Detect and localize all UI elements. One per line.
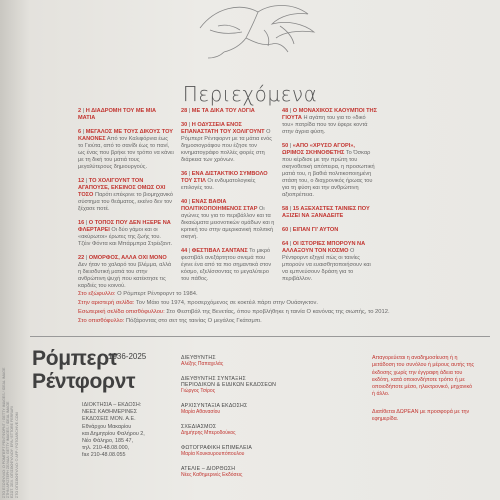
staff-person: Γιώργος Τσίρος <box>181 388 216 394</box>
entry-description: Το μικρό φεστιβάλ ανεξάρτητου σινεμά που έγινε ένα από τα πιο σημαντικά στον κόσμο, εξελίσσοντας το μεγαλύτερο του πάθος. <box>181 248 272 282</box>
masthead-staff <box>181 355 281 487</box>
entry-title: ΕΙΠΑΝ ΓΙ' ΑΥΤΟΝ <box>292 227 339 233</box>
publisher-line: ΕΚΔΟΣΕΙΣ ΜΟΝ. Α.Ε. <box>82 416 136 423</box>
entry-page-number: 28 <box>181 108 188 114</box>
staff-person: Δημήτρης Μπεροδούκος <box>181 430 236 436</box>
entry-page-number: 48 <box>282 108 289 114</box>
entry-page-number: 36 <box>181 171 188 177</box>
spine-credits <box>2 328 19 498</box>
publisher-line: και Δημητρίου Φαλήρου 2, <box>82 430 145 437</box>
entry-page-number: 22 <box>78 255 85 261</box>
pegasus-emblem-icon <box>180 0 330 62</box>
entry-title: Η ΟΔΥΣΣΕΙΑ ΕΝΟΣ ΕΠΑΝΑΣΤΑΤΗ ΤΟΥ ΧΟΛΙΓΟΥΝΤ <box>181 122 265 135</box>
staff-person: Μαρία Κουκουρουπόπουλου <box>181 451 245 457</box>
contents-entry: 22 | ΟΜΟΡΦΟΣ, ΑΛΛΑ ΟΧΙ ΜΟΝΟ Δεν ήταν το χαλαρό του βλέμμα, αλλά η διεισδυτική ματιά του στην ανθρώπινη ψυχή που κατέκτησε τις καρδιές του κοινού. <box>78 255 172 289</box>
credit-line <box>78 299 478 308</box>
spine-line: ΣΤΗΝ ΑΡΙΣΤΕΡΗ ΣΕΛΙΔΑ: GETTY IMAGES / IDEAL IMAGE <box>6 401 11 498</box>
contents-entry: 16 | Ο ΤΟΠΟΣ ΠΟΥ ΔΕΝ ΗΞΕΡΕ ΝΑ ΦΛΕΡΤΑΡΕΙ Οι δύο γάμοι και οι «ακύρωτοι» έρωτες της ζωής του. Τζέιν Φόντα και Μπάρμπρα Στρέιζαντ. <box>78 220 173 247</box>
entry-title: Ο ΤΟΠΟΣ ΠΟΥ ΔΕΝ ΗΞΕΡΕ ΝΑ ΦΛΕΡΤΑΡΕΙ <box>78 220 171 233</box>
free-distribution-note: Διατίθεται ΔΩΡΕΑΝ με προσφορά με την εφημερίδα. <box>372 408 470 423</box>
credit-label: Στο εξώφυλλο: <box>78 291 116 297</box>
staff-person: Μαρία Αθανασίου <box>181 409 221 415</box>
staff-person: Νέες Καθημερινές Εκδόσεις <box>181 472 243 478</box>
staff-role: ΑΤΕΛΙΕ – ΔΙΟΡΘΩΣΗ <box>181 466 236 472</box>
entry-title: 15 ΑΞΕΧΑΣΤΕΣ ΤΑΙΝΙΕΣ ΠΟΥ ΑΞΙΖΕΙ ΝΑ ΞΑΝΑΔΕΙΤΕ <box>282 206 370 219</box>
credit-label: Στο οπισθόφυλλο: <box>78 318 125 324</box>
credit-text: Ο Ρόμπερτ Ρέντφορντ το 1984. <box>117 291 198 297</box>
publisher-line: fax 210-48.08.055 <box>82 452 126 459</box>
credit-line <box>78 317 478 326</box>
contents-entry: 30 | Η ΟΔΥΣΣΕΙΑ ΕΝΟΣ ΕΠΑΝΑΣΤΑΤΗ ΤΟΥ ΧΟΛΙΓΟΥΝΤ Ο Ρόμπερτ Ρέντφορντ με τα μάτια ενός δημοσιογράφου που έζησε τον κινηματογράφο πολλές φορές στη διάρκεια των χρόνων. <box>181 122 272 163</box>
entry-page-number: 6 <box>78 129 82 135</box>
contents-entry: 48 | Ο ΜΟΝΑΧΙΚΟΣ ΚΑΟΥΜΠΟΙ ΤΗΣ ΓΙΟΥΤΑ Η αγάπη του για το «δικό του» πατρίδα που τον έφερε κοντά στην άγρια φύση. <box>282 108 377 135</box>
staff-role: ΔΙΕΥΘΥΝΤΗΣ <box>181 355 216 361</box>
entry-title: Η ΔΙΑΔΡΟΜΗ ΤΟΥ ΜΕ ΜΙΑ ΜΑΤΙΑ <box>78 108 157 121</box>
entry-description: Οι αγώνες του για το περιβάλλον και τα δικαιώματα μειονοτικών ομάδων και η κριτική του στην αμερικανική πολιτική σκηνή. <box>181 206 275 240</box>
publisher-info <box>82 402 182 460</box>
staff-role: ΦΩΤΟΓΡΑΦΙΚΗ ΕΠΙΜΕΛΕΙΑ <box>181 445 253 451</box>
contents-entry: 60 | ΕΙΠΑΝ ΓΙ' ΑΥΤΟΝ <box>282 227 339 233</box>
subject-years: 1936-2025 <box>108 352 147 361</box>
photo-credits <box>78 290 478 326</box>
entry-page-number: 58 <box>282 206 289 212</box>
staff-role: ΑΡΧΙΣΥΝΤΑΞΙΑ ΕΚΔΟΣΗΣ <box>181 403 248 409</box>
entry-page-number: 30 <box>181 122 188 128</box>
entry-description: Από τον Καλιφόρνια έως το Γιούτα, από το σανίδι έως το πανί, ως ένας που βρήκε τον τρόπο να κάνει με τη δική του ματιά τους μεγαλύτερους δημιουργούς. <box>78 136 174 170</box>
entry-title: ΜΕ ΤΑ ΔΙΚΑ ΤΟΥ ΛΟΓΙΑ <box>191 108 255 114</box>
copyright-text: Απαγορεύεται η αναδημοσίευση ή η μετάδοση του συνόλου ή μέρους αυτής της έκδοσης χωρίς την έγγραφη άδεια του εκδότη, κατά οποιονδήποτε τρόπο ή με οποιοδήποτε μέσο, ηλεκτρονικό, μηχανικό ή άλλο. <box>372 355 475 398</box>
entry-page-number: 44 <box>181 248 188 254</box>
entry-title: ΦΕΣΤΙΒΑΛ ΣΑΝΤΑΝΣ <box>191 248 248 254</box>
contents-entry: 50 | «ΑΠΟ «ΧΡΥΣΟ ΑΓΟΡΙ», ΩΡΙΜΟΣ ΣΚΗΝΟΘΕΤΗΣ Το Όσκαρ που κέρδισε με την πρώτη του σκηνοθετική απόπειρα, η προσωπική ματιά του, η βαθιά πολιτικοποιημένη στάση του, ο διαχρονικός ήρωας του για τη φύση και την ανθρώπινη αξιοπρέπεια. <box>282 143 375 198</box>
subject-name: Ρόμπερτ Ρέντφορντ <box>32 347 136 393</box>
contents-entry: 12 | ΤΟ ΧΟΛΙΓΟΥΝΤ ΤΟΝ ΑΓΑΠΟΥΣΕ, ΕΚΕΙΝΟΣ ΟΜΩΣ ΟΧΙ ΤΟΣΟ Παρότι επέκρινε το βιομηχανικό σύστημα του θεάματος, εκείνο δεν τον ξέχασε ποτέ. <box>78 178 173 212</box>
entry-title: ΟΙ ΙΣΤΟΡΙΕΣ ΜΠΟΡΟΥΝ ΝΑ ΑΛΛΑΞΟΥΝ ΤΟΝ ΚΟΣΜΟ <box>282 241 366 254</box>
publisher-title: ΙΔΙΟΚΤΗΣΙΑ – ΕΚΔΟΣΗ: <box>82 402 142 408</box>
entry-title: Ο ΜΟΝΑΧΙΚΟΣ ΚΑΟΥΜΠΟΙ ΤΗΣ ΓΙΟΥΤΑ <box>282 108 377 121</box>
copyright-note <box>372 355 476 423</box>
divider <box>30 336 490 337</box>
spine-line: ΣΤΟ ΟΠΙΣΘΟΦΥΛΛΟ: © AFP / FOTOARCHIVE.COM <box>14 412 19 498</box>
page-title: Περιεχόμενα <box>182 82 318 106</box>
entry-title: ΕΝΑ ΔΙΣΤΑΚΤΙΚΟ ΣΥΜΒΟΛΟ ΤΟΥ ΣΤΙΛ <box>181 171 268 184</box>
contents-entry: 64 | ΟΙ ΙΣΤΟΡΙΕΣ ΜΠΟΡΟΥΝ ΝΑ ΑΛΛΑΞΟΥΝ ΤΟΝ ΚΟΣΜΟ Ο Ρέντφορντ εξηγεί πώς οι ταινίες μπορούν να ευαισθητοποιήσουν και να εμπνεύσουν δράση για το περιβάλλον. <box>282 241 371 282</box>
entry-title: ΤΟ ΧΟΛΙΓΟΥΝΤ ΤΟΝ ΑΓΑΠΟΥΣΕ, ΕΚΕΙΝΟΣ ΟΜΩΣ ΟΧΙ ΤΟΣΟ <box>78 178 166 198</box>
contents-entry: 36 | ΕΝΑ ΔΙΣΤΑΚΤΙΚΟ ΣΥΜΒΟΛΟ ΤΟΥ ΣΤΙΛ Οι ενδυματολογικές επιλογές του. <box>181 171 268 191</box>
staff-person: Αλέξης Παπαχελάς <box>181 361 224 367</box>
publisher-line: ΝΕΕΣ ΚΑΘΗΜΕΡΙΝΕΣ <box>82 409 138 416</box>
credit-text: Στο Φεστιβάλ της Βενετίας, όπου προβλήθηκε η ταινία Ο κανόνας της σιωπής, το 2012. <box>166 309 390 315</box>
entry-page-number: 40 <box>181 199 188 205</box>
spine-line: ΕΣΩΤ. ΣΕΛ. ΟΠΙΣΘΟΦΥΛΛΟΥ: EPA / ETTORE FERRARI <box>10 406 15 498</box>
publisher-line: Εθνάρχου Μακαρίου <box>82 423 132 430</box>
entry-description: Το Όσκαρ που κέρδισε με την πρώτη του σκηνοθετική απόπειρα, η προσωπική ματιά του, η βαθιά πολιτικοποιημένη στάση του, ο διαχρονικός ήρωας του για τη φύση και την ανθρώπινη αξιοπρέπεια. <box>282 150 375 198</box>
credit-line <box>78 308 478 317</box>
entry-description: Η αγάπη του για το «δικό του» πατρίδα που τον έφερε κοντά στην άγρια φύση. <box>282 115 368 135</box>
contents-column-1 <box>78 108 174 297</box>
entry-description: Δεν ήταν το χαλαρό του βλέμμα, αλλά η διεισδυτική ματιά του στην ανθρώπινη ψυχή που κατέκτησε τις καρδιές του κοινού. <box>78 262 172 289</box>
staff-role: ΔΙΕΥΘΥΝΤΗΣ ΣΥΝΤΑΞΗΣ ΠΕΡΙΟΔΙΚΩΝ & ΕΙΔΙΚΩΝ ΕΚΔΟΣΕΩΝ <box>181 376 277 388</box>
entry-description: Ο Ρόμπερτ Ρέντφορντ με τα μάτια ενός δημοσιογράφου που έζησε τον κινηματογράφο πολλές φορές στη διάρκεια των χρόνων. <box>181 129 272 163</box>
entry-title: «ΑΠΟ «ΧΡΥΣΟ ΑΓΟΡΙ», ΩΡΙΜΟΣ ΣΚΗΝΟΘΕΤΗΣ <box>282 143 355 156</box>
publisher-lines <box>82 409 182 459</box>
contents-entry: 2 | Η ΔΙΑΔΡΟΜΗ ΤΟΥ ΜΕ ΜΙΑ ΜΑΤΙΑ <box>78 108 157 121</box>
staff-role: ΣΧΕΔΙΑΣΜΟΣ <box>181 424 217 430</box>
entry-description: Ο Ρέντφορντ εξηγεί πώς οι ταινίες μπορούν να ευαισθητοποιήσουν και να εμπνεύσουν δράση για το περιβάλλον. <box>282 248 371 282</box>
contents-column-2 <box>181 108 277 290</box>
entry-title: ΜΕΓΑΛΟΣ ΜΕ ΤΟΥΣ ΔΙΚΟΥΣ ΤΟΥ ΚΑΝΟΝΕΣ <box>78 129 174 142</box>
contents-entry: 40 | ΕΝΑΣ ΒΑΘΙΑ ΠΟΛΙΤΙΚΟΠΟΙΗΜΕΝΟΣ ΣΤΑΡ Οι αγώνες του για το περιβάλλον και τα δικαιώματα μειονοτικών ομάδων και η κριτική του στην αμερικανική πολιτική σκηνή. <box>181 199 275 240</box>
entry-description: Παρότι επέκρινε το βιομηχανικό σύστημα του θεάματος, εκείνο δεν τον ξέχασε ποτέ. <box>78 192 173 212</box>
contents-entry: 28 | ΜΕ ΤΑ ΔΙΚΑ ΤΟΥ ΛΟΓΙΑ <box>181 108 255 114</box>
entry-description: Οι δύο γάμοι και οι «ακύρωτοι» έρωτες της ζωής του. Τζέιν Φόντα και Μπάρμπρα Στρέιζαντ. <box>78 227 173 247</box>
credit-text: Πόζάροντας στο σετ της ταινίας Ο μεγάλος Γκάτσμπι. <box>125 318 262 324</box>
entry-page-number: 2 <box>78 108 82 114</box>
entry-title: ΟΜΟΡΦΟΣ, ΑΛΛΑ ΟΧΙ ΜΟΝΟ <box>88 255 167 261</box>
credit-line <box>78 290 478 299</box>
credit-label: Εσωτερική σελίδα οπισθόφυλλου: <box>78 309 165 315</box>
spine-line: ΣΤΟ ΕΞΩΦΥΛΛΟ: Ο ΡΟΜΠΕΡΤ ΡΕΝΤΦΟΡΝΤ / GETTY IMAGES / IDEAL IMAGE <box>2 367 6 498</box>
contents-entry: 58 | 15 ΑΞΕΧΑΣΤΕΣ ΤΑΙΝΙΕΣ ΠΟΥ ΑΞΙΖΕΙ ΝΑ ΞΑΝΑΔΕΙΤΕ <box>282 206 370 219</box>
contents-column-3 <box>282 108 378 290</box>
entry-page-number: 64 <box>282 241 289 247</box>
contents-entry: 44 | ΦΕΣΤΙΒΑΛ ΣΑΝΤΑΝΣ Το μικρό φεστιβάλ ανεξάρτητου σινεμά που έγινε ένα από τα πιο σημαντικά στον κόσμο, εξελίσσοντας το μεγαλύτερο του πάθος. <box>181 248 272 282</box>
entry-page-number: 60 <box>282 227 289 233</box>
entry-page-number: 12 <box>78 178 85 184</box>
entry-description: Οι ενδυματολογικές επιλογές του. <box>181 178 256 191</box>
entry-page-number: 16 <box>78 220 85 226</box>
credit-text: Τον Μάιο του 1974, προσερχόμενος σε κοκτέιλ πάρτι στην Ουάσιγκτον. <box>135 300 319 306</box>
contents-entry: 6 | ΜΕΓΑΛΟΣ ΜΕ ΤΟΥΣ ΔΙΚΟΥΣ ΤΟΥ ΚΑΝΟΝΕΣ Από τον Καλιφόρνια έως το Γιούτα, από το σανίδι έως το πανί, ως ένας που βρήκε τον τρόπο να κάνει με τη δική του ματιά τους μεγαλύτερους δημιουργούς. <box>78 129 174 170</box>
entry-title: ΕΝΑΣ ΒΑΘΙΑ ΠΟΛΙΤΙΚΟΠΟΙΗΜΕΝΟΣ ΣΤΑΡ <box>181 199 258 212</box>
publisher-line: τηλ. 210-48.08.000, <box>82 445 130 452</box>
publisher-line: Νέο Φάληρο, 185 47, <box>82 438 133 445</box>
entry-page-number: 50 <box>282 143 289 149</box>
credit-label: Στην αριστερή σελίδα: <box>78 300 135 306</box>
